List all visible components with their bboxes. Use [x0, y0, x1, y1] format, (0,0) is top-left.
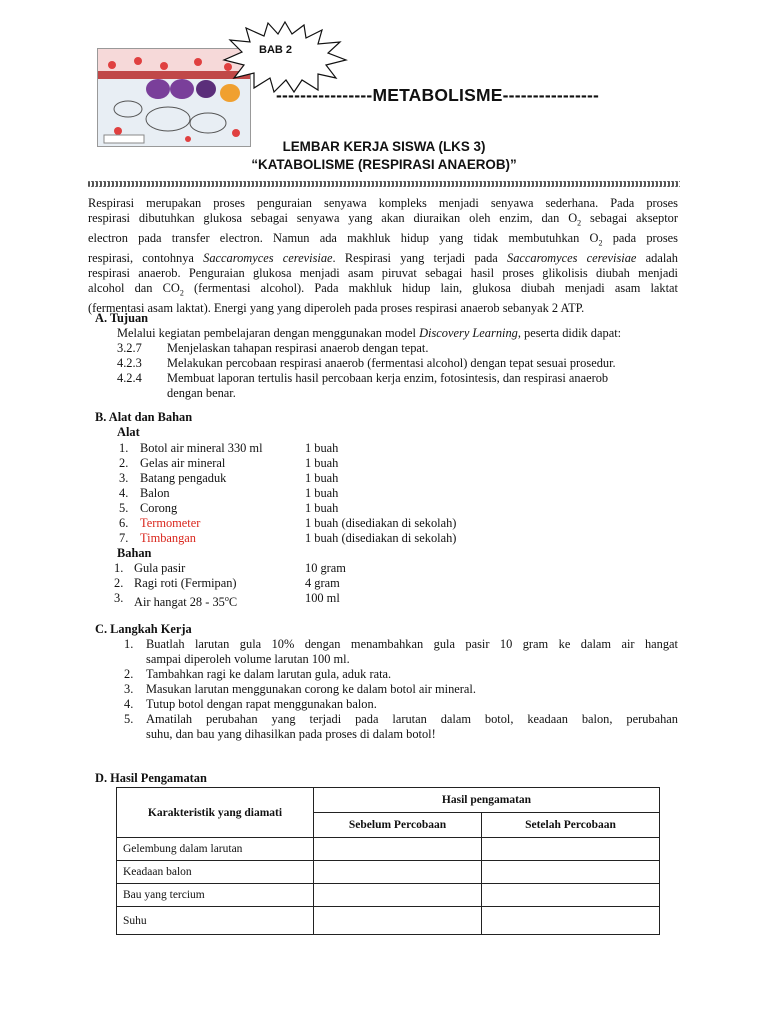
subscript: 2 [179, 288, 184, 298]
tujuan-lead [117, 326, 621, 341]
tujuan-item-text: dengan benar. [167, 386, 236, 400]
before-cell[interactable] [314, 838, 482, 861]
alat-name: Corong [140, 501, 178, 515]
alat-qty: 1 buah (disediakan di sekolah) [305, 516, 457, 530]
alat-num: 1. [119, 441, 129, 455]
tujuan-lead-text: , peserta didik dapat: [517, 326, 622, 340]
intro-line [88, 251, 678, 266]
column-header-result: Hasil pengamatan [314, 788, 660, 813]
alat-qty: 1 buah [305, 441, 339, 455]
intro-text: pada proses [602, 230, 679, 245]
bahan-qty: 10 gram [305, 561, 346, 575]
bahan-name: Gula pasir [134, 561, 186, 575]
page-title: ----------------METABOLISME---------------- [276, 85, 600, 105]
alat-num: 2. [119, 456, 129, 470]
step-text: Masukan larutan menggunakan corong ke dalam botol air mineral. [146, 682, 476, 696]
degree-sign: o [224, 594, 229, 603]
intro-line: respirasi anaerob. Penguraian glukosa menjadi asam piruvat sebagai hasil proses glikolisis diubah menjadi [88, 265, 678, 280]
row-label: Suhu [117, 907, 314, 935]
tujuan-item-text: Menjelaskan tahapan respirasi anaerob dengan tepat. [167, 341, 429, 355]
intro-text: sebagai akseptor [581, 211, 678, 226]
bab-badge: BAB 2 [259, 44, 293, 56]
table-header-row [117, 788, 660, 813]
alat-num: 7. [119, 531, 129, 545]
step-num: 3. [124, 682, 134, 696]
tujuan-item-num: 4.2.4 [117, 371, 142, 385]
subscript: 2 [598, 238, 603, 248]
intro-text: alcohol dan CO [88, 280, 180, 295]
row-label: Bau yang tercium [117, 884, 314, 907]
worksheet-title: LEMBAR KERJA SISWA (LKS 3) [282, 139, 486, 154]
bab-starburst-icon [222, 20, 348, 94]
intro-line [88, 231, 678, 251]
bahan-label: Bahan [117, 546, 152, 560]
tujuan-item-text: Membuat laporan tertulis hasil percobaan kerja enzim, fotosintesis, dan respirasi anaerob [167, 371, 609, 385]
after-cell[interactable] [482, 907, 660, 935]
row-label: Gelembung dalam larutan [117, 838, 314, 861]
step-line: Buatlah larutan gula 10% dengan menambahkan gula pasir 10 gram ke dalam air hangat [146, 637, 678, 651]
alat-name: Timbangan [140, 531, 196, 545]
bahan-name [134, 591, 237, 610]
after-cell[interactable] [482, 884, 660, 907]
section-heading-tujuan: A. Tujuan [95, 311, 149, 325]
row-label: Keadaan balon [117, 861, 314, 884]
bahan-name: Ragi roti (Fermipan) [134, 576, 237, 590]
intro-text: electron pada transfer electron. Namun ada makhluk hidup yang tidak membutuhkan O [88, 230, 599, 245]
bahan-num: 2. [114, 576, 124, 590]
worksheet-subtitle: “KATABOLISME (RESPIRASI ANAEROB)” [251, 157, 517, 172]
table-row [117, 838, 660, 861]
intro-text: respirasi, contohnya [88, 250, 204, 265]
bahan-name-text: Air hangat 28 - 35 [134, 595, 225, 610]
table-row [117, 861, 660, 884]
step-num: 2. [124, 667, 134, 681]
step-line: Amatilah perubahan yang terjadi pada larutan dalam botol, keadaan balon, perubahan [146, 712, 678, 726]
tujuan-lead-text: Melalui kegiatan pembelajaran dengan menggunakan model [117, 326, 420, 340]
alat-qty: 1 buah [305, 471, 339, 485]
after-cell[interactable] [482, 861, 660, 884]
intro-line: (fermentasi asam laktat). Energi yang yang diperoleh pada proses respirasi anaerob sebanyak 2 ATP. [88, 300, 585, 315]
bahan-num: 3. [114, 591, 124, 605]
section-heading-langkah: C. Langkah Kerja [95, 622, 192, 636]
before-cell[interactable] [314, 884, 482, 907]
intro-text: respirasi dibutuhkan glukosa sebagai senyawa yang akan diuraikan oleh enzim, dan O [88, 211, 578, 226]
tujuan-item-num: 3.2.7 [117, 341, 142, 355]
bahan-qty: 4 gram [305, 576, 340, 590]
observation-table [116, 787, 660, 935]
column-header-characteristic: Karakteristik yang diamati [117, 788, 314, 838]
section-heading-hasil: D. Hasil Pengamatan [95, 771, 207, 785]
species-name: Saccaromyces cerevisiae [507, 250, 637, 265]
step-text: Tutup botol dengan rapat menggunakan balon. [146, 697, 377, 711]
table-row [117, 907, 660, 935]
intro-line [88, 281, 678, 301]
decorative-divider [88, 181, 680, 187]
before-cell[interactable] [314, 861, 482, 884]
intro-paragraph [88, 196, 678, 316]
alat-name: Botol air mineral 330 ml [140, 441, 263, 455]
alat-num: 3. [119, 471, 129, 485]
intro-text: adalah [636, 250, 678, 265]
subscript: 2 [577, 218, 582, 228]
tujuan-item-text: Melakukan percobaan respirasi anaerob (fermentasi alcohol) dengan tepat sesuai prosedur. [167, 356, 616, 370]
bahan-qty: 100 ml [305, 591, 340, 605]
tujuan-item-num: 4.2.3 [117, 356, 142, 370]
column-header-after: Setelah Percobaan [482, 813, 660, 838]
celsius-unit: C [228, 595, 238, 610]
bahan-num: 1. [114, 561, 124, 575]
alat-qty: 1 buah [305, 486, 339, 500]
step-text [146, 637, 678, 667]
step-num: 1. [124, 637, 134, 651]
before-cell[interactable] [314, 907, 482, 935]
step-line: suhu, dan bau yang dihasilkan pada proses di dalam botol! [146, 727, 436, 741]
intro-text: . Respirasi yang terjadi pada [332, 250, 508, 265]
alat-num: 4. [119, 486, 129, 500]
alat-qty: 1 buah [305, 501, 339, 515]
alat-label: Alat [117, 425, 140, 439]
alat-qty: 1 buah (disediakan di sekolah) [305, 531, 457, 545]
model-name: Discovery Learning [419, 326, 518, 340]
intro-text: (fermentasi alcohol). Pada makhluk hidup lain, glukosa diubah menjadi asam laktat [183, 280, 678, 295]
step-text [146, 712, 678, 742]
alat-name: Batang pengaduk [140, 471, 227, 485]
alat-num: 5. [119, 501, 129, 515]
alat-name: Balon [140, 486, 170, 500]
after-cell[interactable] [482, 838, 660, 861]
alat-num: 6. [119, 516, 129, 530]
species-name: Saccaromyces cerevisiae [203, 250, 333, 265]
alat-qty: 1 buah [305, 456, 339, 470]
step-line: sampai diperoleh volume larutan 100 ml. [146, 652, 350, 666]
alat-name: Gelas air mineral [140, 456, 226, 470]
section-heading-alat-bahan: B. Alat dan Bahan [95, 410, 193, 424]
column-header-before: Sebelum Percobaan [314, 813, 482, 838]
intro-line: Respirasi merupakan proses penguraian senyawa kompleks menjadi senyawa sederhana. Pada proses [88, 196, 678, 210]
alat-name: Termometer [140, 516, 201, 530]
intro-line [88, 211, 678, 231]
step-num: 5. [124, 712, 134, 726]
step-text: Tambahkan ragi ke dalam larutan gula, aduk rata. [146, 667, 392, 681]
table-row [117, 884, 660, 907]
step-num: 4. [124, 697, 134, 711]
